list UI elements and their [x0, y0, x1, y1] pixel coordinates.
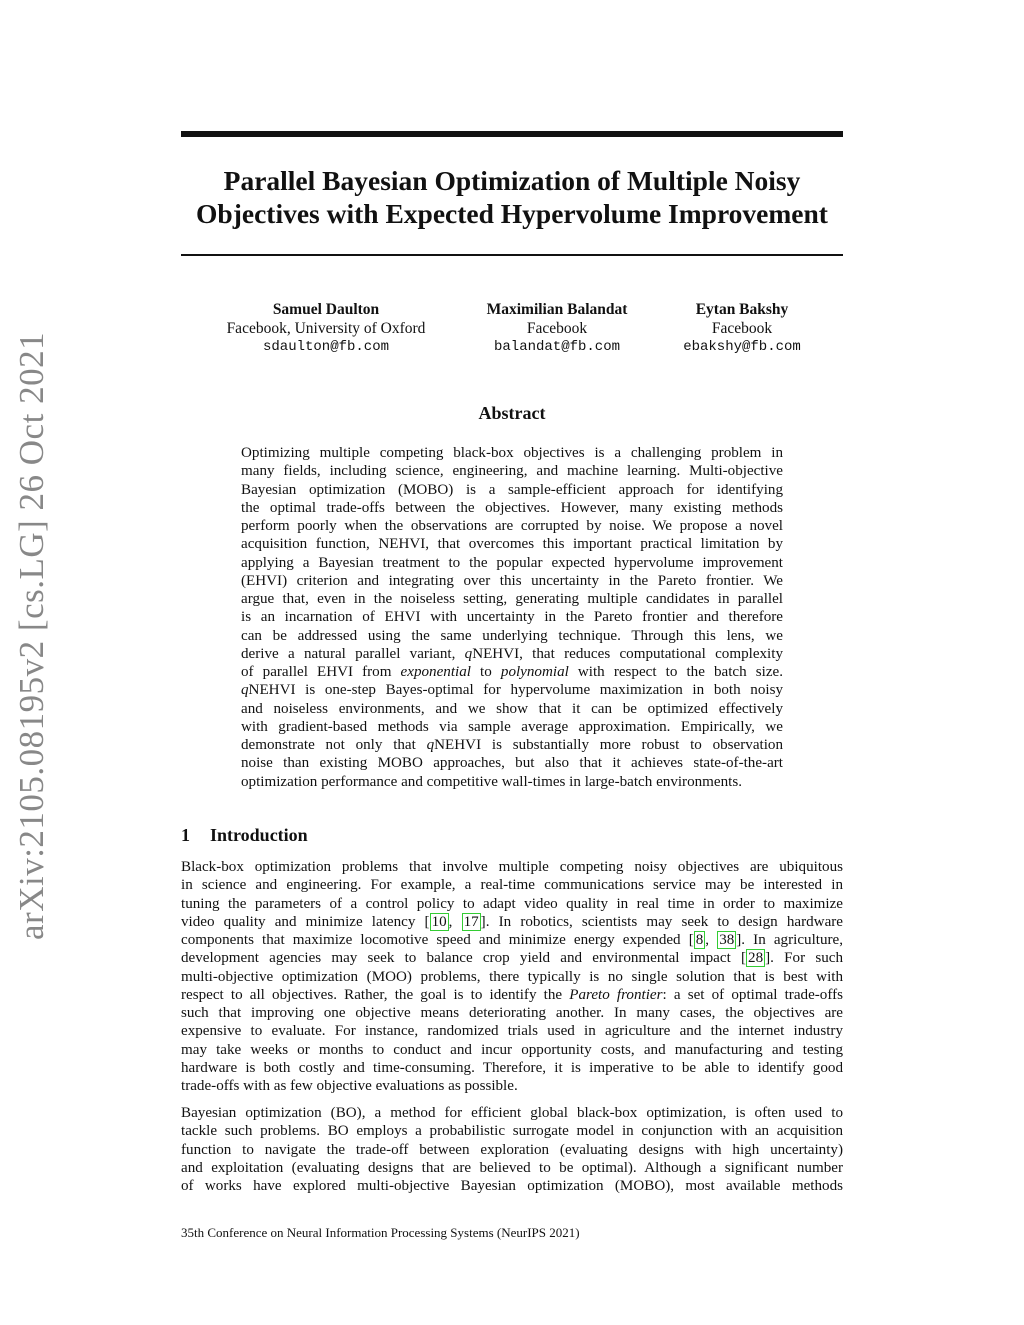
citation-link[interactable]: 8 [695, 932, 704, 948]
paragraph-line: such that improving one objective means deteriorating another. In many cases, the objectives are [181, 1005, 843, 1021]
abstract-line: the optimal trade-offs between the objectives. However, many existing methods [241, 499, 783, 516]
paragraph-line: and exploitation (evaluating designs that are believed to be optimal). Although a significant number [181, 1159, 843, 1176]
title-top-rule [181, 131, 843, 137]
arxiv-stamp: arXiv:2105.08195v2 [cs.LG] 26 Oct 2021 [12, 331, 51, 940]
section-heading [181, 825, 308, 846]
abstract-heading: Abstract [478, 403, 546, 423]
abstract-line: of parallel EHVI from exponential to polynomial with respect to the batch size. [241, 664, 783, 680]
citation-link[interactable]: 28 [748, 950, 764, 967]
paragraph-line: may take weeks or months to conduct and incur opportunity costs, and manufacturing and testing [181, 1041, 843, 1058]
paragraph-line: expensive to evaluate. For instance, randomized trials used in agriculture and the internet industry [181, 1023, 843, 1040]
citation-link[interactable]: 38 [719, 932, 735, 948]
paragraph-line: trade-offs with as few objective evaluations as possible. [181, 1078, 518, 1094]
author-block [200, 300, 452, 357]
author-email[interactable]: sdaulton@fb.com [262, 339, 390, 355]
author-affiliation: Facebook [711, 320, 773, 337]
author-email[interactable]: ebakshy@fb.com [683, 339, 801, 355]
abstract-line: applying a Bayesian treatment to the popular expected hypervolume improvement [241, 554, 783, 571]
paragraph-line: components that maximize locomotive speed and minimize energy expended [ 8 , 38 ]. In agriculture, [181, 932, 844, 948]
paragraph-line: hardware is both costly and time-consuming. Therefore, it is imperative to be able to identify good [181, 1059, 843, 1076]
abstract-line: is an incarnation of EHVI with uncertainty in the Pareto frontier and therefore [241, 609, 783, 626]
paragraph-line: development agencies may seek to balance crop yield and environmental impact [ 28 ]. For such [181, 950, 843, 967]
author-email[interactable]: balandat@fb.com [493, 339, 621, 355]
paragraph-line: function to navigate the trade-off between exploration (evaluating designs with high uncertainty) [181, 1141, 843, 1158]
abstract-body [241, 444, 783, 791]
paragraph-line: multi-objective optimization (MOO) problems, there typically is no single solution that is best with [181, 968, 843, 985]
paragraph-line: of works have explored multi-objective Bayesian optimization (MOBO), most available methods [181, 1178, 843, 1194]
citation-link[interactable]: 17 [463, 913, 479, 930]
section-title: Introduction [210, 825, 308, 845]
abstract-line: argue that, even in the noiseless setting, generating multiple candidates in parallel [241, 591, 783, 607]
paragraph-line: Bayesian optimization (BO), a method for efficient global black-box optimization, is often used to [181, 1105, 843, 1121]
abstract-line: perform poorly when the observations are corrupted by noise. We propose a novel [241, 518, 783, 534]
abstract-line: many fields, including science, engineering, and machine learning. Multi-objective [241, 463, 783, 480]
author-name: Maximilian Balandat [486, 301, 628, 318]
abstract-line: (EHVI) criterion and integrating over this uncertainty in the Pareto frontier. We [241, 572, 783, 589]
conference-footer: 35th Conference on Neural Information Processing Systems (NeurIPS 2021) [181, 1225, 580, 1240]
title-line-1: Parallel Bayesian Optimization of Multiple Noisy [223, 165, 801, 196]
author-block [662, 300, 822, 357]
author-name: Samuel Daulton [272, 301, 380, 318]
paragraph-line: tackle such problems. BO employs a probabilistic surrogate model in conjunction with an acquisition [181, 1123, 843, 1140]
title-line-2: Objectives with Expected Hypervolume Improvement [196, 198, 828, 229]
citation-link[interactable]: 10 [431, 913, 447, 930]
abstract-line: acquisition function, NEHVI, that overcomes this important practical limitation by [241, 536, 783, 553]
paragraph-line: in science and engineering. For example, a real-time communications service may be interested in [181, 877, 843, 894]
paper-title [181, 164, 843, 230]
author-affiliation: Facebook [526, 320, 588, 337]
abstract-line: demonstrate not only that qNEHVI is substantially more robust to observation [241, 737, 783, 753]
section-number: 1 [181, 825, 190, 845]
paragraph-line: Black-box optimization problems that involve multiple competing noisy objectives are ubiquitous [181, 859, 843, 875]
abstract-line: can be addressed using the same underlying technique. Through this lens, we [241, 627, 783, 644]
abstract-line: Bayesian optimization (MOBO) is a sample-efficient approach for identifying [241, 481, 783, 498]
abstract-line: and noiseless environments, and we show that it can be optimized effectively [241, 700, 783, 717]
title-bottom-rule [181, 254, 843, 256]
author-name: Eytan Bakshy [695, 301, 789, 318]
author-block [457, 300, 657, 357]
paragraph-line: tuning the parameters of a control policy to adapt video quality in real time in order to maximize [181, 895, 843, 912]
abstract-line: noise than existing MOBO approaches, but also that it achieves state-of-the-art [241, 755, 783, 772]
intro-paragraph-2 [181, 1104, 843, 1195]
author-affiliation: Facebook, University of Oxford [226, 320, 426, 337]
abstract-line: with gradient-based methods via sample average approximation. Empirically, we [241, 718, 783, 735]
abstract-line: Optimizing multiple competing black-box objectives is a challenging problem in [241, 445, 783, 461]
intro-paragraph-1 [181, 858, 843, 1095]
paragraph-line: respect to all objectives. Rather, the goal is to identify the Pareto frontier: a set of optimal trade-offs [181, 986, 844, 1003]
paragraph-line: video quality and minimize latency [ 10 , 17 ]. In robotics, scientists may seek to design hardware [181, 913, 844, 930]
abstract-line: optimization performance and competitive wall-times in large-batch environments. [241, 773, 743, 790]
abstract-line: derive a natural parallel variant, qNEHVI, that reduces computational complexity [241, 645, 783, 662]
abstract-line: qNEHVI is one-step Bayes-optimal for hypervolume maximization in both noisy [241, 682, 783, 699]
